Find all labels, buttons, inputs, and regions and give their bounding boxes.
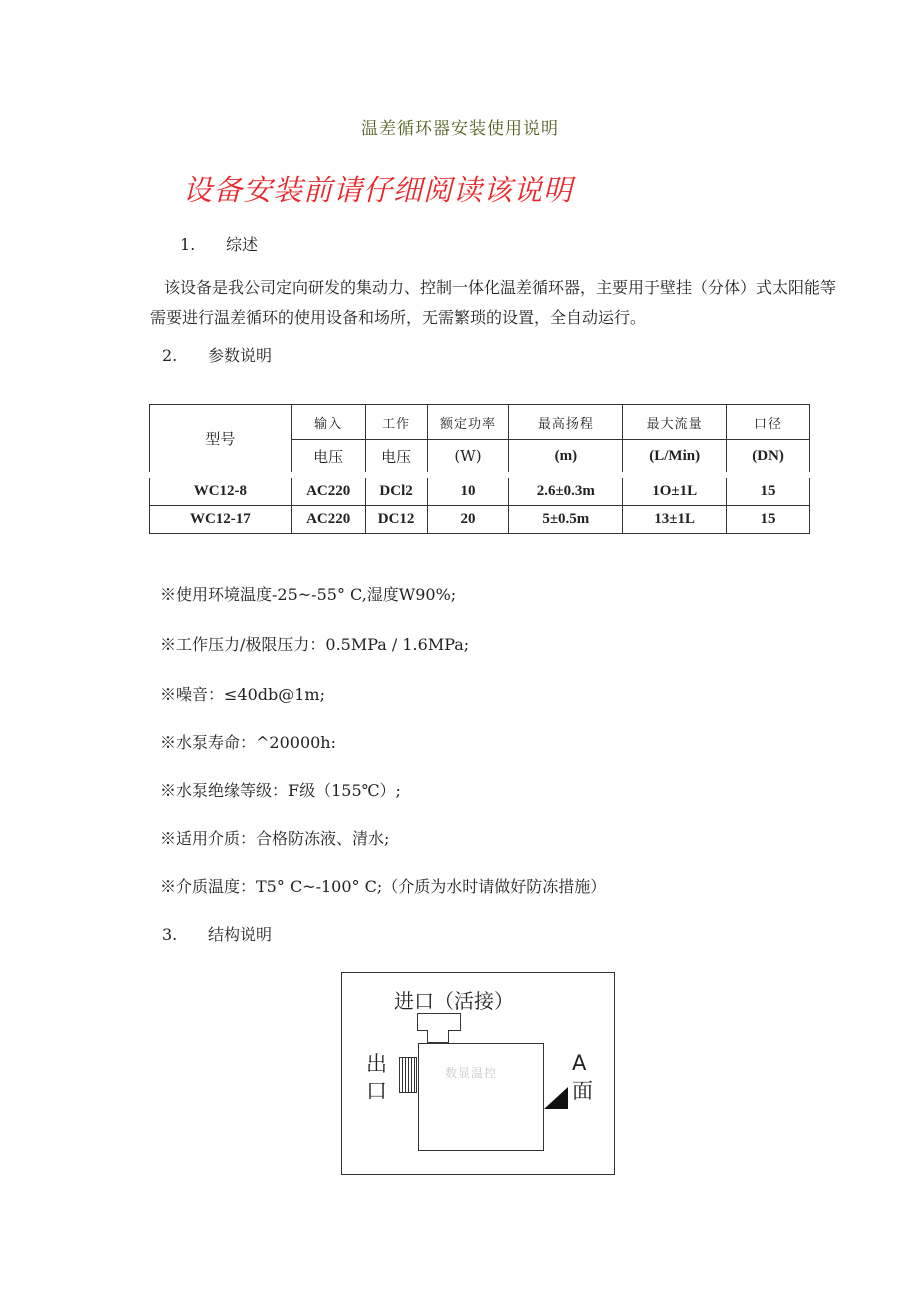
face-label-top: A (572, 1051, 587, 1075)
header-cell: 最高扬程 (509, 405, 623, 440)
table-cell: AC220 (291, 506, 365, 534)
header-model: 型号 (150, 405, 292, 476)
header-cell: 口径 (727, 405, 810, 440)
header-cell: 额定功率 (427, 405, 509, 440)
header-cell: (L/Min) (623, 440, 727, 476)
outlet-connector (399, 1057, 417, 1093)
header-cell: (W) (427, 440, 509, 476)
table-cell: 13±1L (623, 506, 727, 534)
note-item: ※介质温度：T5° C~-100° C;（介质为水时请做好防冻措施） (160, 877, 607, 896)
table-cell: WC12-8 (150, 475, 292, 506)
face-label-bottom: 面 (572, 1079, 593, 1103)
section-heading-1 (180, 232, 258, 255)
header-cell: 电压 (365, 440, 427, 476)
header-cell: 输入 (291, 405, 365, 440)
table-cell: 10 (427, 475, 509, 506)
pump-body (418, 1043, 544, 1151)
table-cell: WC12-17 (150, 506, 292, 534)
overview-text: 该设备是我公司定向研发的集动力、控制一体化温差循环器，主要用于壁挂（分体）式太阳能等需要进行温差循环的使用设备和场所，无需繁琐的设置，全自动运行。 (150, 278, 837, 327)
table-cell: 20 (427, 506, 509, 534)
inlet-pipe (427, 1030, 449, 1043)
header-cell: 电压 (291, 440, 365, 476)
outlet-label (366, 1051, 387, 1105)
outlet-label-top: 出 (366, 1052, 387, 1076)
note-item: ※工作压力/极限压力：0.5MPa / 1.6MPa; (160, 635, 470, 654)
section-label: 参数说明 (208, 346, 273, 365)
table-cell: 1O±1L (623, 475, 727, 506)
section-label: 综述 (226, 235, 259, 254)
header-cell: (DN) (727, 440, 810, 476)
body-text: 数显温控 (445, 1066, 498, 1080)
section-heading-3 (162, 922, 272, 945)
section-number: 2. (162, 346, 178, 365)
table-cell: DC12 (365, 506, 427, 534)
header-cell: (m) (509, 440, 623, 476)
note-item: ※水泵绝缘等级：F级（155℃）; (160, 781, 401, 800)
header-cell: 工作 (365, 405, 427, 440)
overview-paragraph (150, 273, 840, 333)
header-cell: 最大流量 (623, 405, 727, 440)
note-item: ※水泵寿命：^20000h: (160, 733, 337, 752)
table-cell: DCl2 (365, 475, 427, 506)
warning-heading: 设备安装前请仔细阅读该说明 (183, 173, 574, 207)
note-item: ※使用环境温度-25~-55° C,湿度W90%; (160, 585, 457, 604)
table-cell: 15 (727, 475, 810, 506)
structure-diagram (341, 972, 615, 1175)
section-heading-2 (162, 343, 272, 366)
table-cell: AC220 (291, 475, 365, 506)
table-cell: 2.6±0.3m (509, 475, 623, 506)
parameter-table (149, 404, 810, 534)
document-title: 温差循环器安装使用说明 (361, 119, 559, 139)
note-item: ※噪音：≤40db@1m; (160, 685, 325, 704)
note-item: ※适用介质：合格防冻液、清水; (160, 829, 390, 848)
outlet-label-bottom: 口 (366, 1079, 387, 1103)
inlet-label: 进口（活接） (394, 989, 514, 1013)
inlet-nut (417, 1013, 461, 1031)
section-number: 3. (162, 925, 178, 944)
section-number: 1. (180, 235, 196, 254)
table-cell: 5±0.5m (509, 506, 623, 534)
table-cell: 15 (727, 506, 810, 534)
face-label (572, 1049, 593, 1105)
face-marker-icon (542, 1085, 570, 1111)
section-label: 结构说明 (208, 925, 273, 944)
